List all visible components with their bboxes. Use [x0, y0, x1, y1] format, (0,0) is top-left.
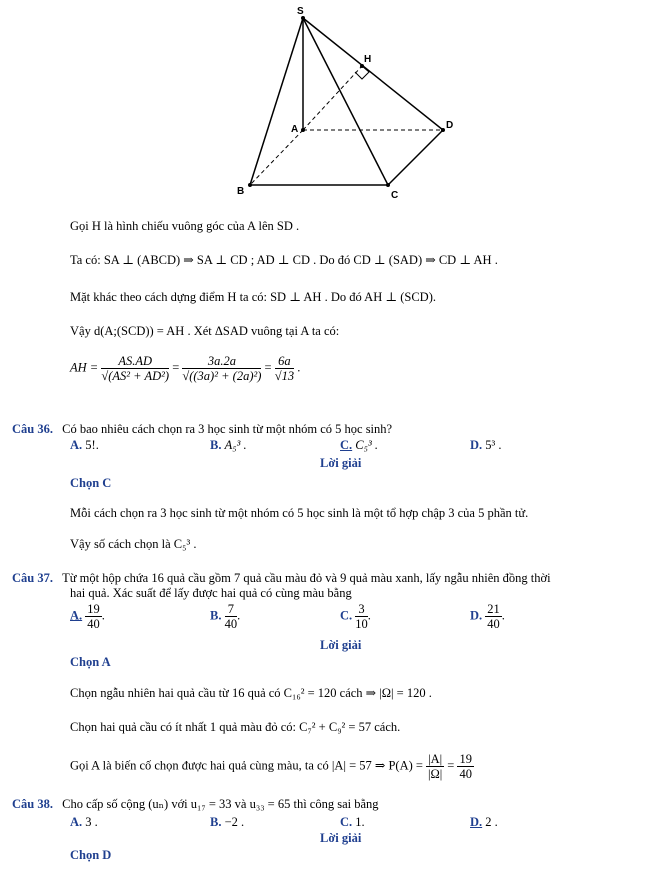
q36-question: Có bao nhiêu cách chọn ra 3 học sinh từ một nhóm có 5 học sinh? [62, 422, 393, 436]
formula-frac1: $\frac{AS.AD}{\text{√(AS² + AD²)}}$ [101, 354, 170, 383]
distance-formula: AH = $\frac{AS.AD}{\text{√(AS² + AD²)}}$ = $\frac{3a.2a}{\text{√((3a)² + (2a)²)}}$ = $\frac{6a}{√13}$ . [70, 354, 301, 383]
q36-label: Câu 36. [12, 422, 53, 436]
q37-explain1: Chọn ngẫu nhiên hai quả cầu từ 16 quả có C₁₆² = 120 cách ⇒ |Ω| = 120 . [70, 686, 432, 700]
edge-cd [388, 130, 443, 185]
solution35-line2: Ta có: SA ⊥ (ABCD) ⇒ SA ⊥ CD ; AD ⊥ CD . Do đó CD ⊥ (SAD) ⇒ CD ⊥ AH . [70, 253, 498, 267]
formula-lhs: AH = [70, 360, 99, 375]
solution35-line3: Mặt khác theo cách dựng điểm H ta có: SD ⊥ AH . Do đó AH ⊥ (SCD). [70, 290, 436, 304]
q38-option-d: D. 2 . [470, 815, 498, 829]
q37-label: Câu 37. [12, 571, 53, 585]
label-h: H [364, 54, 372, 65]
q37-option-d: D. $\frac{21}{40}$ . [470, 602, 505, 631]
q37-explain3: Gọi A là biến cố chọn được hai quả cùng màu, ta có |A| = 57 ⇒ P(A) = $\frac{|A|}{|\Omega|}$ = $\frac{19}{40}$ [70, 752, 472, 781]
label-s: S [297, 6, 304, 17]
q38-label: Câu 38. [12, 797, 53, 811]
q37-option-a: A. $\frac{19}{40}$ . [70, 602, 105, 631]
q37-explain2: Chọn hai quả cầu có ít nhất 1 quả màu đỏ có: C₇² + C₉² = 57 cách. [70, 720, 401, 734]
q38-option-b: B. −2 . [210, 815, 245, 829]
q38-option-c: C. 1. [340, 815, 365, 829]
q38-solution-header: Lời giải [320, 831, 362, 845]
q36-option-c: C. C₅³ . [340, 438, 378, 452]
edge-sb [250, 18, 303, 185]
label-c: C [391, 190, 399, 200]
q36-option-d: D. 5³ . [470, 438, 502, 452]
pyramid-figure [225, 0, 465, 200]
formula-frac3: $\frac{6a}{√13}$ [274, 354, 295, 383]
label-d: D [446, 120, 454, 131]
q36-option-b: B. A₅³ . [210, 438, 247, 452]
q37-question1: Từ một hộp chứa 16 quả cầu gồm 7 quả cầu màu đỏ và 9 quả màu xanh, lấy ngẫu nhiên đồng thời [62, 571, 551, 585]
q36-explain2: Vậy số cách chọn là C₅³ . [70, 537, 197, 551]
label-b: B [237, 186, 245, 197]
q38-block [12, 796, 379, 812]
edge-sc [303, 18, 388, 185]
q36-explain1: Mỗi cách chọn ra 3 học sinh từ một nhóm có 5 học sinh là một tổ hợp chập 3 của 5 phần tử. [70, 506, 529, 520]
q38-choice: Chọn D [70, 848, 112, 862]
q37-choice: Chọn A [70, 655, 111, 669]
q36-solution-header: Lời giải [320, 456, 362, 470]
q38-question: Cho cấp số cộng (uₙ) với u₁₇ = 33 và u₃₃ = 65 thì công sai bằng [62, 797, 379, 811]
q38-option-a: A. 3 . [70, 815, 98, 829]
label-a: A [291, 124, 299, 135]
edge-sd [303, 18, 443, 130]
q37-option-b: B. $\frac{7}{40}$ . [210, 602, 241, 631]
q36-block [12, 422, 392, 437]
solution35-line1: Gọi H là hình chiếu vuông góc của A lên SD . [70, 219, 300, 233]
formula-frac2: $\frac{3a.2a}{\text{√((3a)² + (2a)²)}}$ [182, 354, 262, 383]
q37-question2: hai quả. Xác suất để lấy được hai quả có cùng màu bằng [70, 586, 352, 600]
q37-block [12, 571, 551, 586]
q36-choice: Chọn C [70, 476, 112, 490]
q37-solution-header: Lời giải [320, 638, 362, 652]
q37-option-c: C. $\frac{3}{10}$ . [340, 602, 371, 631]
solution35-line4: Vậy d(A;(SCD)) = AH . Xét ΔSAD vuông tại A ta có: [70, 324, 340, 338]
q36-option-a: A. 5!. [70, 438, 99, 452]
